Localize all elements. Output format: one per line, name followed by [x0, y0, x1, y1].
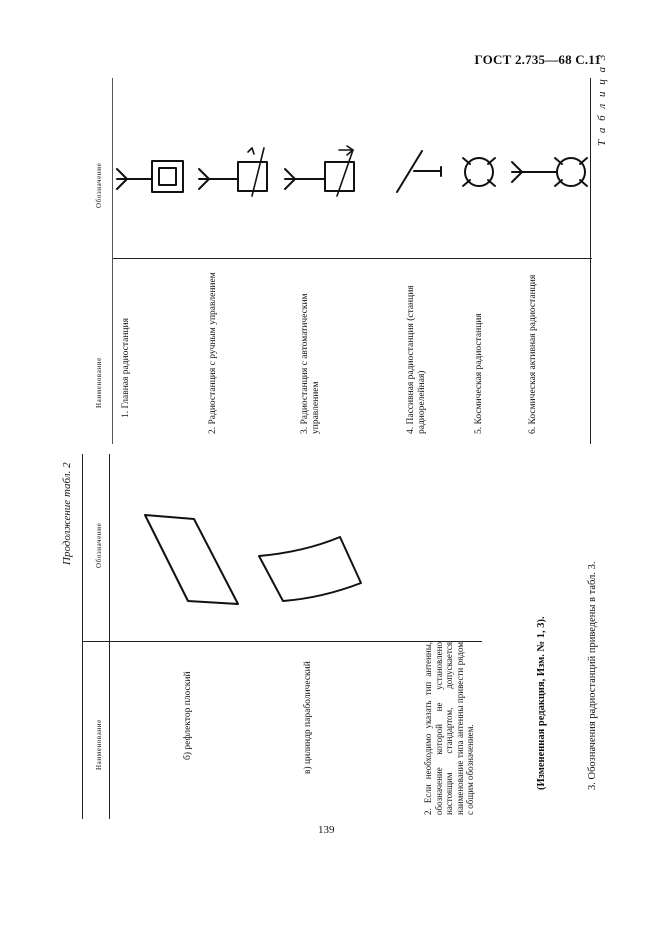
item-3-text: 3. Обозначения радиостанций приведены в табл. 3.	[587, 561, 598, 790]
parabolic-cylinder-icon	[259, 537, 361, 601]
table3-row-2-name: 2. Радиостанция с ручным управлением	[208, 272, 218, 434]
table3-col-name-header: Наименование	[95, 357, 103, 408]
table3-row-3-name: 3. Радиостанция с автоматическим управлением	[300, 293, 321, 434]
flat-reflector-icon	[145, 515, 238, 604]
table3-row-1-name: 1. Главная радиостанция	[121, 318, 131, 418]
document-code: ГОСТ 2.735—68 С.11	[474, 52, 601, 67]
table3-row-5-name: 5. Космическая радиостанция	[474, 313, 484, 434]
table2-caption: Продолжение табл. 2	[61, 462, 73, 565]
table3-row-4-name: 4. Пассивная радиостанция (станция радиорелейная)	[406, 285, 427, 434]
table3-caption: Т а б л и ц а 3	[596, 52, 608, 146]
note-2-text: 2. Если необходимо указать тип антенны, обозначение которой не установлено настоящим стандартом, допускается наименование типа антенны привести рядом с общим обозначением.	[423, 642, 475, 815]
amendment-note: (Измененная редакция, Изм. № 1, 3).	[536, 616, 547, 790]
page-number: 139	[318, 824, 335, 836]
table2-row-v-name: в) цилиндр параболический	[303, 661, 313, 774]
table2-col-name-header: Наименование	[95, 719, 103, 770]
table2-col-symbol-header: Обозначение	[95, 522, 103, 568]
table3-col-symbol-header: Обозначение	[95, 162, 103, 208]
table2-row-b-name: б) рефлектор плоский	[183, 671, 193, 760]
table3-row-6-name: 6. Космическая активная радиостанция	[528, 274, 538, 434]
